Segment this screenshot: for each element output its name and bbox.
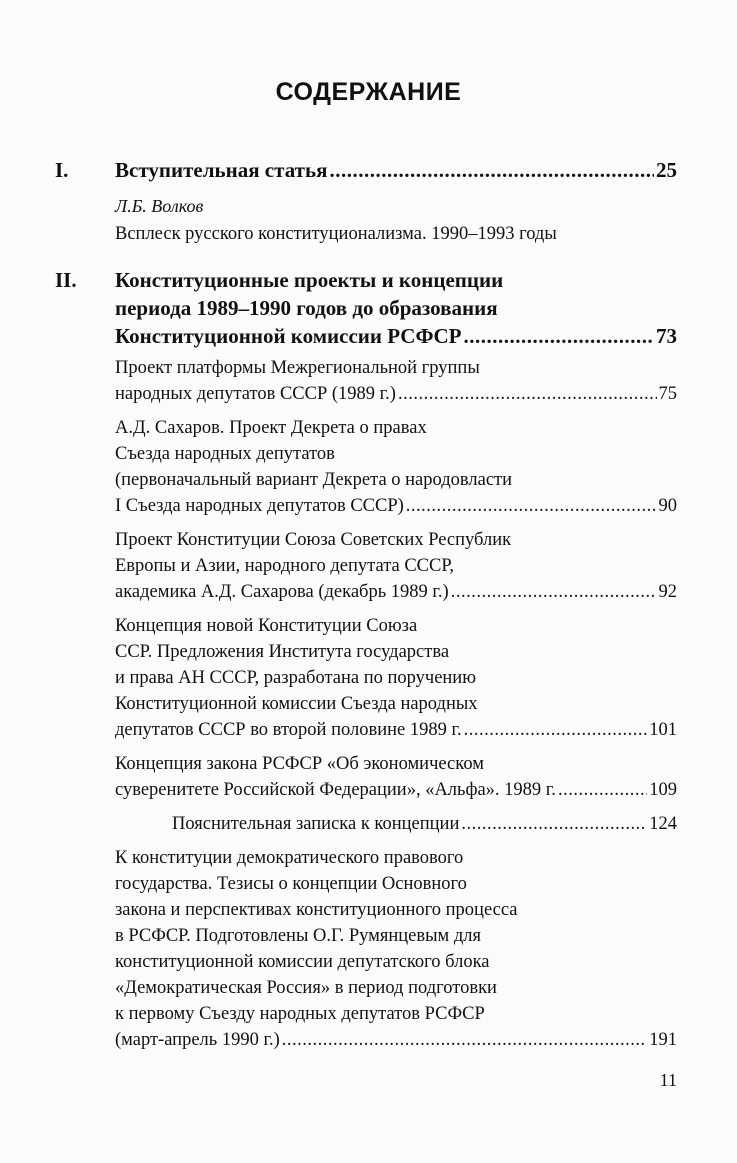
entry-line: Пояснительная записка к концепции: [172, 814, 460, 834]
section-numeral: I.: [55, 158, 69, 182]
entry-line: депутатов СССР во второй половине 1989 г.: [115, 720, 462, 740]
entry-line: закона и перспективах конституционного процесса: [115, 900, 518, 920]
page-ref: 124: [649, 814, 677, 834]
toc-entry[interactable]: [115, 1030, 677, 1051]
entry-line: и права АН СССР, разработана по поручению: [115, 668, 477, 688]
toc-entry-section-2[interactable]: [115, 324, 677, 349]
page-ref: 191: [649, 1030, 677, 1050]
leader-dots: [282, 1030, 648, 1051]
toc-entry[interactable]: [115, 780, 677, 801]
leader-dots: [461, 814, 647, 835]
entry-line: (первоначальный вариант Декрета о народовласти: [115, 470, 513, 490]
entry-line: Проект Конституции Союза Советских Республик: [115, 530, 512, 550]
page-ref: 90: [658, 496, 677, 516]
section-title-line: Конституционной комиссии РСФСР: [115, 324, 462, 348]
toc-entry[interactable]: [115, 720, 677, 741]
toc-entry[interactable]: [115, 496, 677, 517]
entry-line: Конституционной комиссии Съезда народных: [115, 694, 478, 714]
entry-line: (март-апрель 1990 г.): [115, 1030, 280, 1050]
page-number: 11: [659, 1070, 677, 1090]
page-ref: 25: [656, 158, 677, 182]
toc-entry[interactable]: [115, 384, 677, 405]
toc-entry[interactable]: [115, 582, 677, 603]
leader-dots: [406, 496, 657, 517]
leader-dots: [558, 780, 647, 801]
page-ref: 92: [658, 582, 677, 602]
page-ref: 109: [649, 780, 677, 800]
entry-line: Проект платформы Межрегиональной группы: [115, 358, 480, 378]
entry-line: в РСФСР. Подготовлены О.Г. Румянцевым для: [115, 926, 482, 946]
entry-line: Концепция закона РСФСР «Об экономическом: [115, 754, 484, 774]
entry-line: А.Д. Сахаров. Проект Декрета о правах: [115, 418, 427, 438]
page-ref: 73: [656, 324, 677, 348]
entry-line: I Съезда народных депутатов СССР): [115, 496, 404, 516]
entry-line: «Демократическая Россия» в период подготовки: [115, 978, 497, 998]
article-title: Всплеск русского конституционализма. 1990–1993 годы: [115, 224, 557, 244]
toc-entry-sub[interactable]: [172, 814, 677, 835]
leader-dots: [464, 324, 655, 349]
leader-dots: [451, 582, 657, 603]
entry-line: Концепция новой Конституции Союза: [115, 616, 418, 636]
toc-entry-section-1[interactable]: [115, 158, 677, 183]
section-title-line: периода 1989–1990 годов до образования: [115, 296, 498, 320]
entry-line: ССР. Предложения Института государства: [115, 642, 450, 662]
section-numeral: II.: [55, 268, 77, 292]
entry-line: народных депутатов СССР (1989 г.): [115, 384, 396, 404]
leader-dots: [464, 720, 648, 741]
entry-line: государства. Тезисы о концепции Основного: [115, 874, 467, 894]
leader-dots: [398, 384, 657, 405]
entry-line: Европы и Азии, народного депутата СССР,: [115, 556, 454, 576]
leader-dots: [329, 158, 654, 183]
entry-line: к первому Съезду народных депутатов РСФСР: [115, 1004, 485, 1024]
section-title: Вступительная статья: [115, 158, 328, 182]
entry-line: К конституции демократического правового: [115, 848, 464, 868]
entry-line: академика А.Д. Сахарова (декабрь 1989 г.): [115, 582, 449, 602]
page-ref: 75: [658, 384, 677, 404]
entry-line: суверенитете Российской Федерации», «Альфа». 1989 г.: [115, 780, 556, 800]
section-title-line: Конституционные проекты и концепции: [115, 268, 504, 292]
entry-line: конституционной комиссии депутатского блока: [115, 952, 490, 972]
page-title: СОДЕРЖАНИЕ: [275, 78, 462, 106]
page-ref: 101: [649, 720, 677, 740]
entry-line: Съезда народных депутатов: [115, 444, 335, 464]
author-name: Л.Б. Волков: [115, 196, 204, 216]
